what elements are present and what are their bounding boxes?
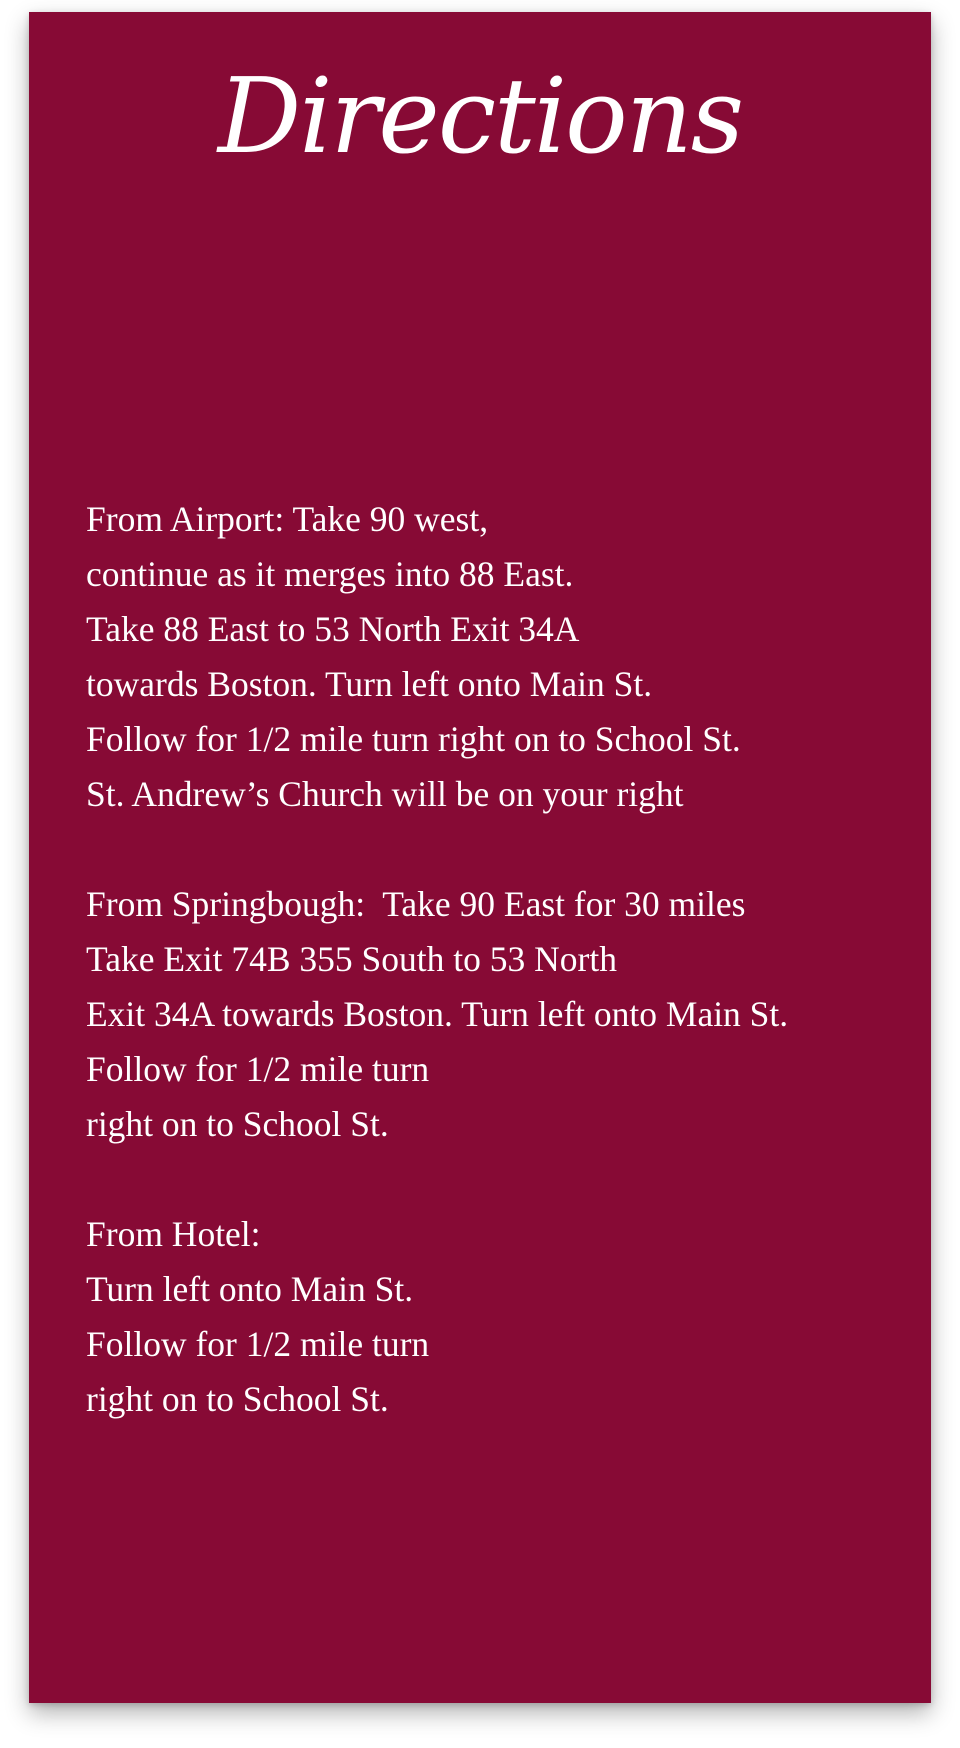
directions-line: Follow for 1/2 mile turn bbox=[86, 1324, 430, 1364]
directions-line: Follow for 1/2 mile turn right on to School St. bbox=[86, 719, 741, 759]
directions-body bbox=[86, 492, 916, 1482]
hotel-directions-section bbox=[86, 1207, 916, 1427]
directions-line: continue as it merges into 88 East. bbox=[86, 554, 574, 594]
directions-line: Take Exit 74B 355 South to 53 North bbox=[86, 939, 617, 979]
directions-line: Turn left onto Main St. bbox=[86, 1269, 414, 1309]
directions-line: St. Andrew’s Church will be on your right bbox=[86, 774, 684, 814]
directions-line: Follow for 1/2 mile turn bbox=[86, 1049, 430, 1089]
card-title: Directions bbox=[217, 55, 743, 177]
directions-line: From Hotel: bbox=[86, 1214, 261, 1254]
directions-line: Take 88 East to 53 North Exit 34A bbox=[86, 609, 580, 649]
springbough-directions-section bbox=[86, 877, 916, 1152]
airport-directions-section bbox=[86, 492, 916, 822]
directions-line: From Airport: Take 90 west, bbox=[86, 499, 489, 539]
directions-line: right on to School St. bbox=[86, 1104, 389, 1144]
directions-line: towards Boston. Turn left onto Main St. bbox=[86, 664, 653, 704]
directions-line: From Springbough: Take 90 East for 30 miles bbox=[86, 884, 746, 924]
directions-card bbox=[29, 12, 931, 1703]
directions-line: right on to School St. bbox=[86, 1379, 389, 1419]
directions-line: Exit 34A towards Boston. Turn left onto Main St. bbox=[86, 994, 789, 1034]
